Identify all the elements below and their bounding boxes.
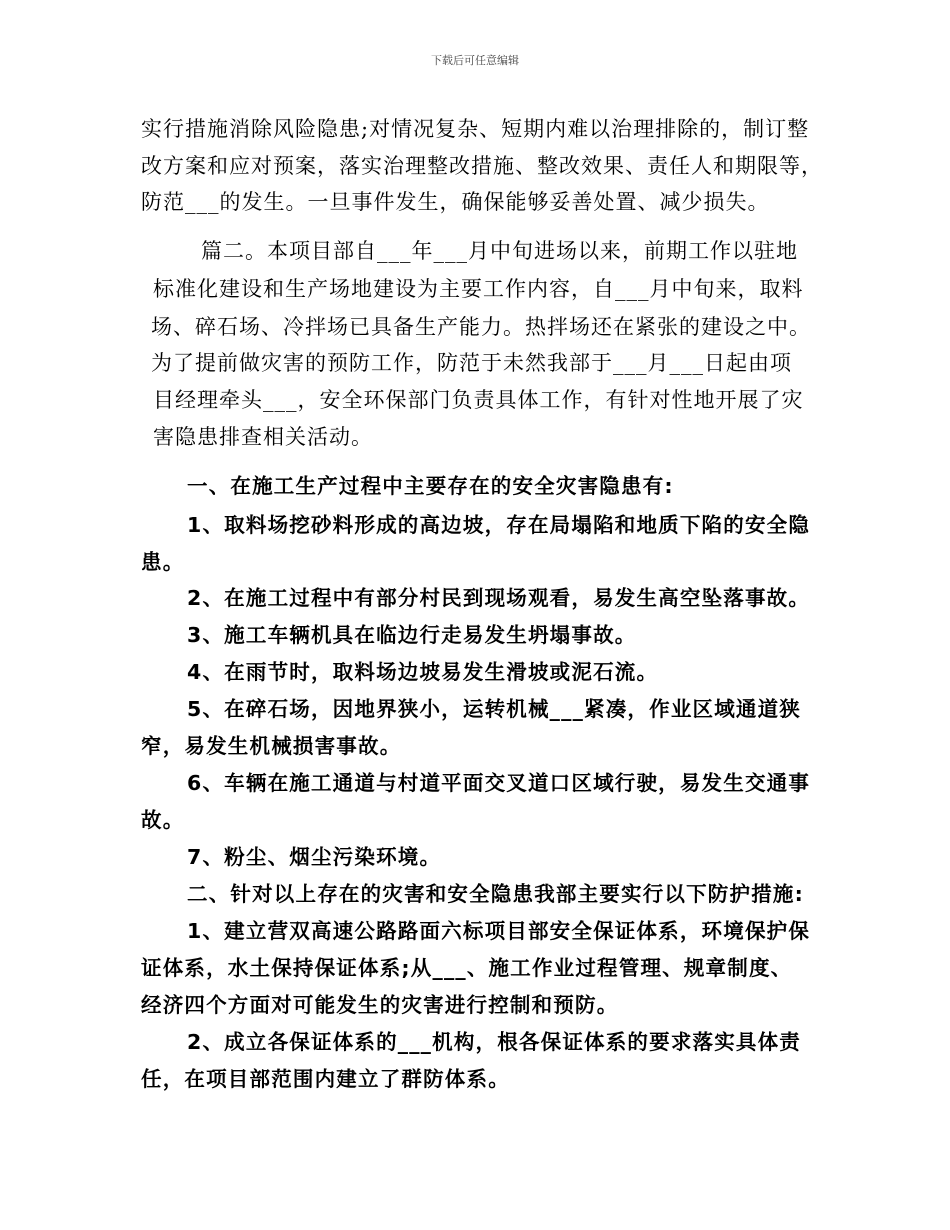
text-line: 害隐患排查相关活动。 (153, 425, 373, 449)
section-heading: 二、针对以上存在的灾害和安全隐患我部主要实行以下防护措施: (187, 882, 804, 906)
list-item-continuation: 窄，易发生机械损害事故。 (141, 734, 402, 758)
text-line: 防范___的发生。一旦事件发生，确保能够妥善处置、减少损失。 (141, 190, 770, 214)
list-item: 4、在雨节时，取料场边坡易发生滑坡或泥石流。 (187, 660, 659, 684)
list-item: 6、车辆在施工通道与村道平面交叉道口区域行驶，易发生交通事 (187, 771, 811, 795)
section-heading: 一、在施工生产过程中主要存在的安全灾害隐患有: (187, 474, 674, 498)
list-item-continuation: 患。 (141, 550, 185, 574)
list-item: 1、建立营双高速公路路面六标项目部安全保证体系，环境保护保 (187, 919, 811, 943)
text-line: 目经理牵头___，安全环保部门负责具体工作，有针对性地开展了灾 (153, 388, 804, 412)
list-item-continuation: 证体系，水土保持保证体系;从___、施工作业过程管理、规章制度、 (141, 956, 793, 980)
page-header: 下载后可任意编辑 (431, 54, 519, 67)
list-item: 5、在碎石场，因地界狭小，运转机械___紧凑，作业区域通道狭 (187, 697, 802, 721)
list-item-continuation: 任，在项目部范围内建立了群防体系。 (141, 1067, 510, 1091)
list-item-continuation: 故。 (141, 808, 185, 832)
list-item: 2、成立各保证体系的___机构，根各保证体系的要求落实具体责 (187, 1030, 802, 1054)
text-line: 实行措施消除风险隐患;对情况复杂、短期内难以治理排除的，制订整 (141, 117, 810, 141)
text-line: 改方案和应对预案，落实治理整改措施、整改效果、责任人和期限等， (141, 154, 823, 178)
text-line: 场、碎石场、冷拌场已具备生产能力。热拌场还在紧张的建设之中。 (151, 315, 811, 339)
list-item-continuation: 经济四个方面对可能发生的灾害进行控制和预防。 (141, 993, 619, 1017)
list-item: 7、粉尘、烟尘污染环境。 (187, 845, 442, 869)
text-line: 为了提前做灾害的预防工作，防范于未然我部于___月___日起由项 (151, 351, 792, 375)
list-item: 1、取料场挖砂料形成的高边坡，存在局塌陷和地质下陷的安全隐 (187, 513, 811, 537)
list-item: 3、施工车辆机具在临边行走易发生坍塌事故。 (187, 623, 637, 647)
text-line: 篇二。本项目部自___年___月中旬进场以来，前期工作以驻地 (201, 239, 798, 263)
list-item: 2、在施工过程中有部分村民到现场观看，易发生高空坠落事故。 (187, 586, 811, 610)
text-line: 标准化建设和生产场地建设为主要工作内容，自___月中旬来，取料 (153, 277, 804, 301)
